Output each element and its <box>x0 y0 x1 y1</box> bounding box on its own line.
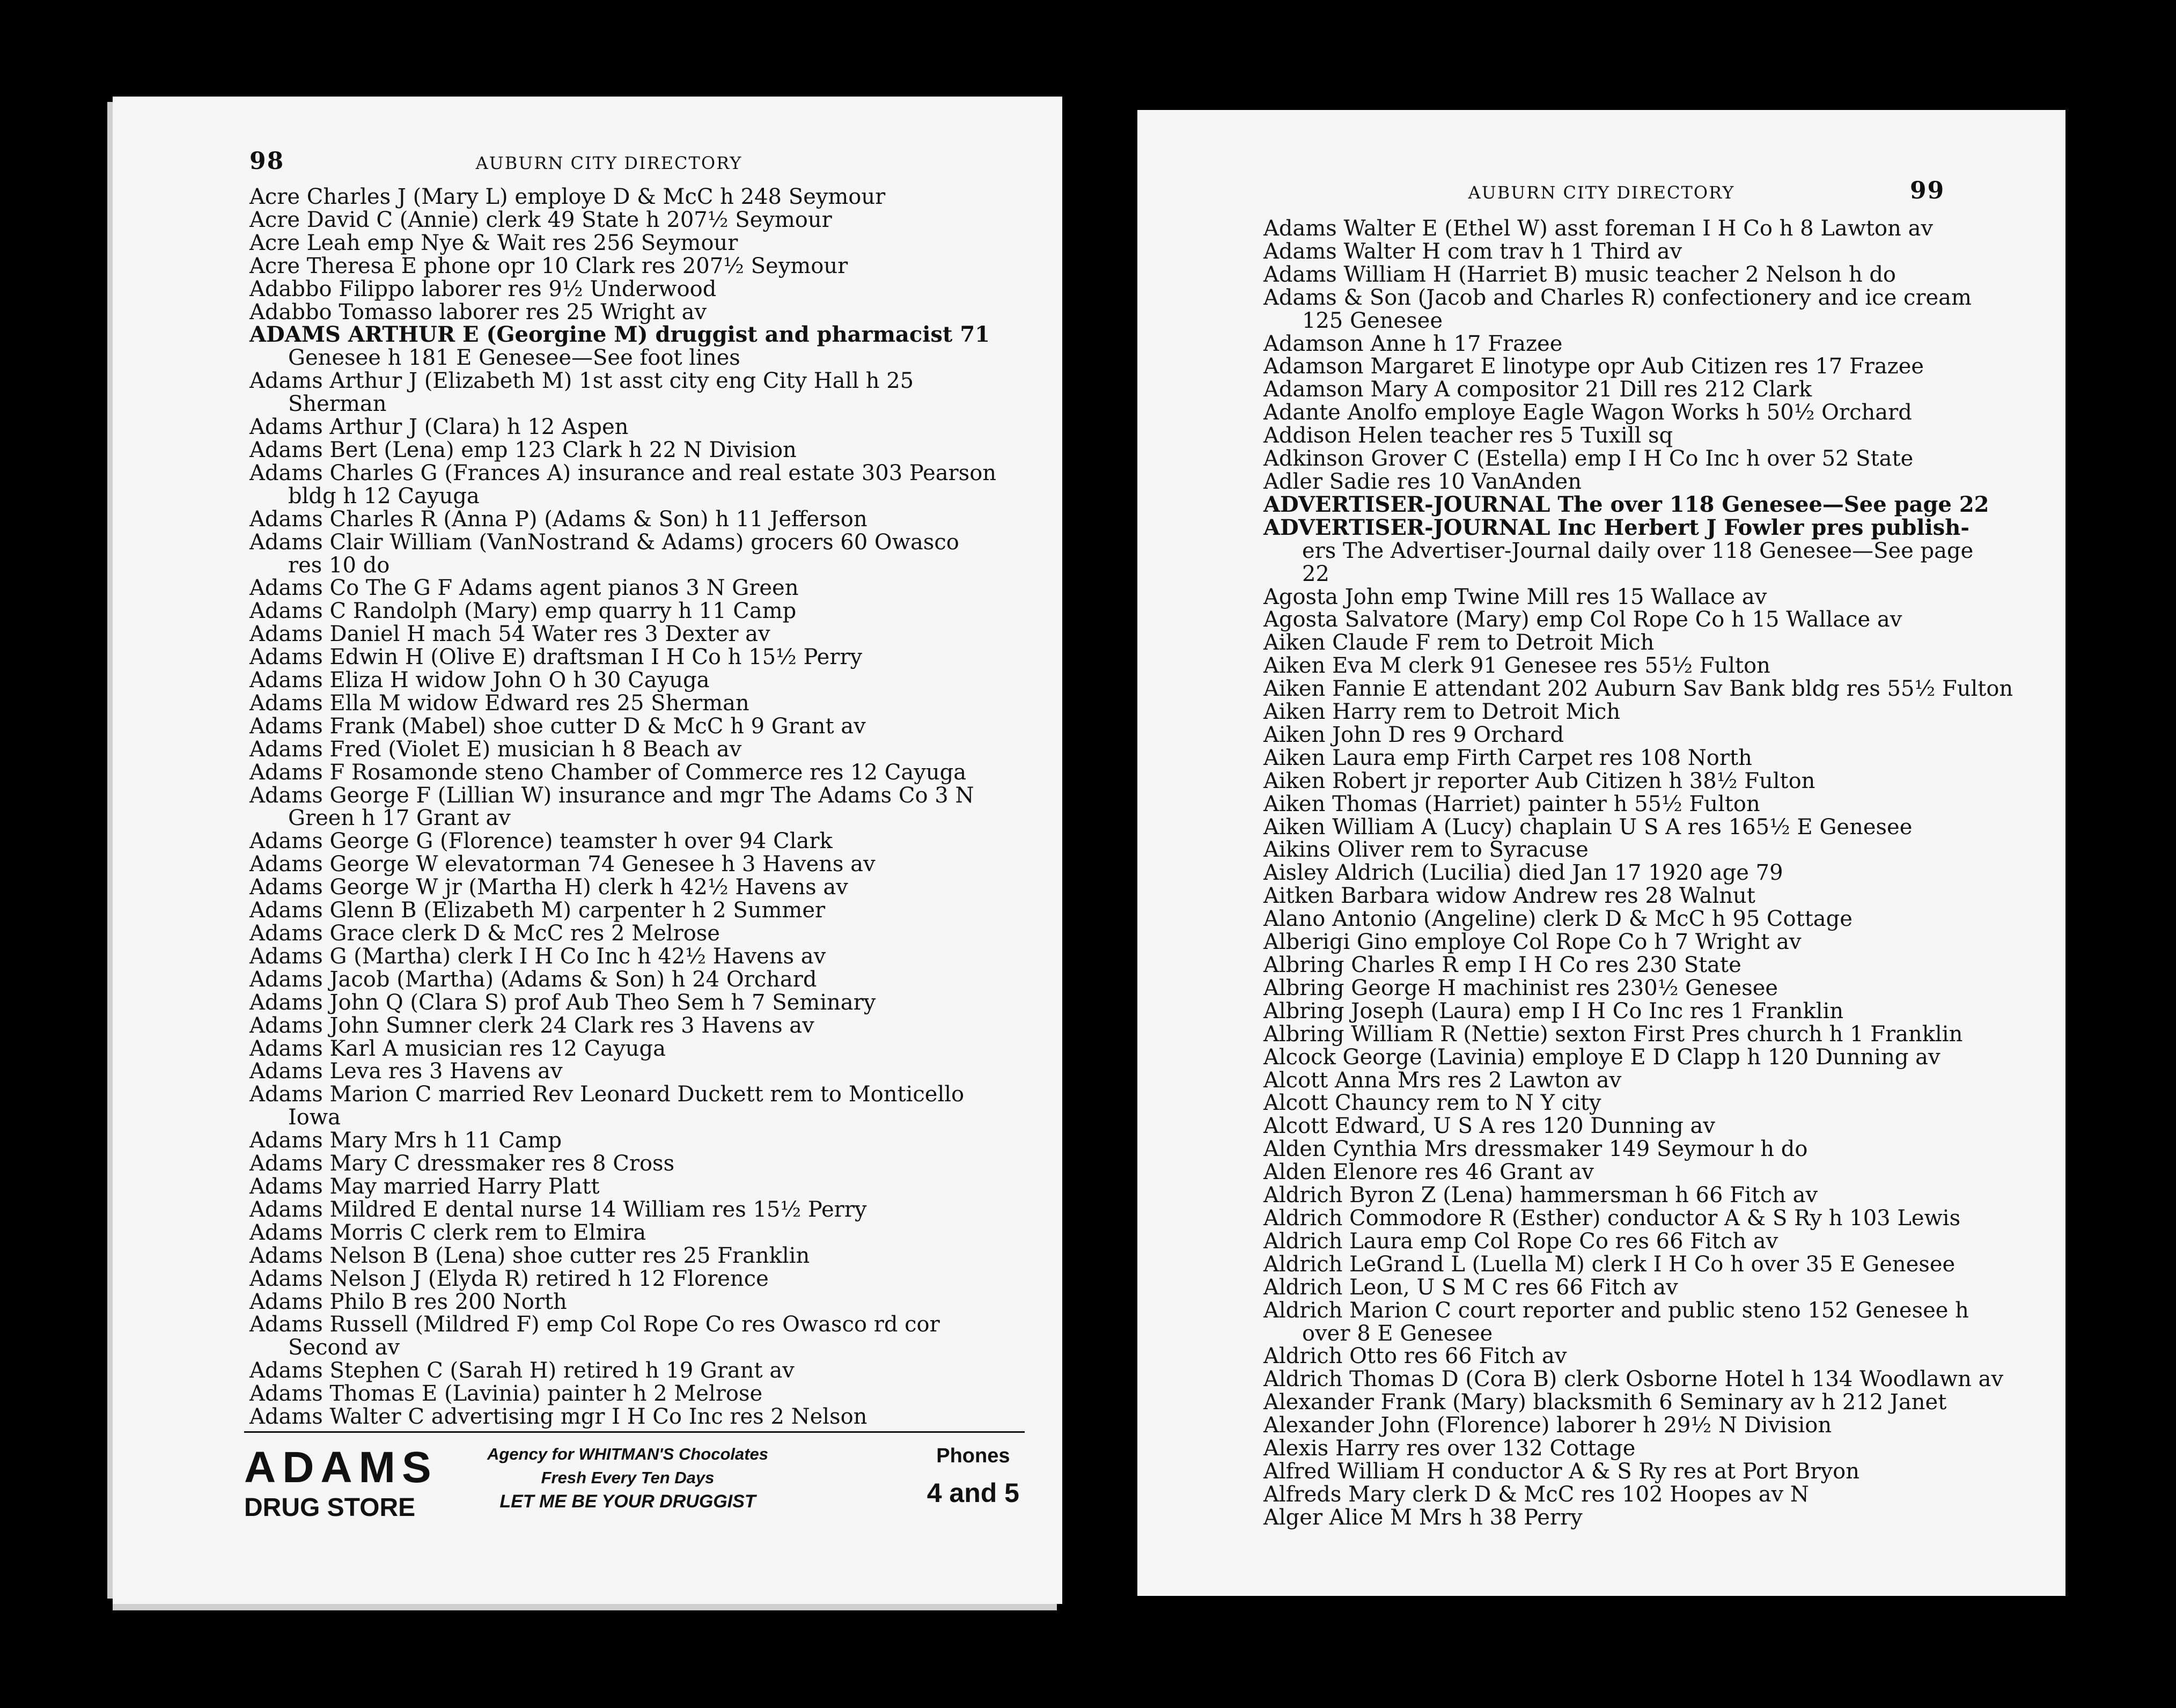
directory-entries <box>249 186 1054 1429</box>
phones-label: Phones <box>936 1445 1010 1467</box>
directory-entry: Acre Theresa E phone opr 10 Clark res 207½ Seymour <box>249 253 848 278</box>
directory-entry: Albring William R (Nettie) sexton First Pres church h 1 Franklin <box>1263 1021 1963 1047</box>
directory-entry: Adams Mary Mrs h 11 Camp <box>249 1128 562 1153</box>
directory-entry: Alfreds Mary clerk D & McC res 102 Hoopes av N <box>1263 1482 1809 1507</box>
directory-entry: Agosta Salvatore (Mary) emp Col Rope Co h 15 Wallace av <box>1263 607 1902 632</box>
directory-entry: Acre David C (Annie) clerk 49 State h 207½ Seymour <box>249 207 832 232</box>
directory-entry: Aldrich Laura emp Col Rope Co res 66 Fitch av <box>1263 1228 1778 1254</box>
directory-entry: Aldrich LeGrand L (Luella M) clerk I H Co h over 35 E Genesee <box>1263 1251 1956 1277</box>
directory-entry: Alcott Anna Mrs res 2 Lawton av <box>1263 1068 1622 1093</box>
running-head: AUBURN CITY DIRECTORY <box>475 153 743 173</box>
directory-entry: Aiken Claude F rem to Detroit Mich <box>1263 630 1655 656</box>
entry-continuation: ers The Advertiser-Journal daily over 118 Genesee—See page <box>1302 538 1974 563</box>
directory-entry: Aiken John D res 9 Orchard <box>1263 722 1564 747</box>
directory-entry: Alden Elenore res 46 Grant av <box>1263 1160 1594 1185</box>
directory-entry: Adams George F (Lillian W) insurance and mgr The Adams Co 3 N <box>249 783 974 808</box>
ad-name: ADAMS <box>244 1443 438 1492</box>
directory-entry: Adams Ella M widow Edward res 25 Sherman <box>249 690 749 716</box>
directory-entry: Aldrich Marion C court reporter and public steno 152 Genesee h <box>1263 1298 1969 1323</box>
directory-entry: Adams Arthur J (Elizabeth M) 1st asst city eng City Hall h 25 <box>249 369 914 394</box>
directory-entry: Adams & Son (Jacob and Charles R) confectionery and ice cream <box>1263 285 1972 310</box>
directory-entry: Aldrich Leon, U S M C res 66 Fitch av <box>1263 1275 1678 1300</box>
directory-entry: Adams Clair William (VanNostrand & Adams) grocers 60 Owasco <box>249 529 959 555</box>
directory-entry: Adkinson Grover C (Estella) emp I H Co Inc h over 52 State <box>1263 446 1914 472</box>
directory-entry: Adamson Mary A compositor 21 Dill res 212 Clark <box>1263 377 1812 402</box>
directory-entry: Adams Stephen C (Sarah H) retired h 19 Grant av <box>249 1358 795 1383</box>
right-page <box>1137 110 2065 1596</box>
directory-entries <box>1263 217 2057 1529</box>
entry-continuation: bldg h 12 Cayuga <box>288 483 480 509</box>
directory-entry: Adams Leva res 3 Havens av <box>249 1059 563 1084</box>
directory-entry: Adams Marion C married Rev Leonard Duckett rem to Monticello <box>249 1082 965 1107</box>
directory-entry: Adams George G (Florence) teamster h over 94 Clark <box>249 829 833 854</box>
directory-entry: Albring Charles R emp I H Co res 230 State <box>1263 953 1741 977</box>
directory-entry: Adams Karl A musician res 12 Cayuga <box>249 1036 666 1061</box>
directory-entry: Adabbo Tomasso laborer res 25 Wright av <box>249 299 707 325</box>
directory-entry: Adams Glenn B (Elizabeth M) carpenter h 2 Summer <box>249 898 826 923</box>
directory-entry: Alberigi Gino employe Col Rope Co h 7 Wright av <box>1263 930 1802 955</box>
ad-line: Agency for WHITMAN'S Chocolates <box>487 1445 769 1463</box>
directory-entry: Adams Co The G F Adams agent pianos 3 N Green <box>249 576 799 601</box>
directory-entry: Albring Joseph (Laura) emp I H Co Inc res 1 Franklin <box>1263 998 1844 1024</box>
ad-subtitle: DRUG STORE <box>244 1493 416 1522</box>
directory-entry: Adamson Anne h 17 Frazee <box>1263 331 1563 356</box>
directory-entry: Adams Walter H com trav h 1 Third av <box>1263 239 1682 264</box>
directory-entry: Aiken Laura emp Firth Carpet res 108 North <box>1263 745 1752 770</box>
directory-entry: Alexis Harry res over 132 Cottage <box>1263 1436 1636 1461</box>
directory-entry: Adams Fred (Violet E) musician h 8 Beach av <box>249 737 742 762</box>
ad-line: Fresh Every Ten Days <box>541 1468 715 1487</box>
directory-entry: Adams Philo B res 200 North <box>249 1289 567 1314</box>
directory-entry: Aitken Barbara widow Andrew res 28 Walnut <box>1263 884 1755 909</box>
directory-entry: Adams Edwin H (Olive E) draftsman I H Co h 15½ Perry <box>249 645 863 670</box>
page-number: 98 <box>249 148 285 175</box>
directory-entry: Albring George H machinist res 230½ Genesee <box>1263 975 1778 1000</box>
page-edge <box>113 1604 1057 1610</box>
directory-entry: Alcott Edward, U S A res 120 Dunning av <box>1263 1114 1715 1139</box>
directory-entry: Adams Walter E (Ethel W) asst foreman I H Co h 8 Lawton av <box>1263 216 1934 241</box>
directory-entry: Adabbo Filippo laborer res 9½ Underwood <box>249 276 717 301</box>
directory-entry: Aikins Oliver rem to Syracuse <box>1263 837 1589 863</box>
ad-phones <box>927 1445 1019 1508</box>
directory-entry: Adams May married Harry Platt <box>249 1174 600 1199</box>
left-page <box>113 97 1062 1604</box>
directory-entry: Acre Charles J (Mary L) employe D & McC h 248 Seymour <box>249 185 886 209</box>
directory-entry: Adams Nelson B (Lena) shoe cutter res 25 Franklin <box>249 1243 810 1268</box>
directory-entry: Adams George W elevatorman 74 Genesee h 3 Havens av <box>249 852 876 877</box>
directory-entry: Alcott Chauncy rem to N Y city <box>1263 1091 1601 1116</box>
ad-tagline <box>459 1442 797 1513</box>
directory-entry: Adams Russell (Mildred F) emp Col Rope Co res Owasco rd cor <box>249 1312 940 1337</box>
directory-entry: Adams Morris C clerk rem to Elmira <box>249 1220 646 1245</box>
entry-continuation: res 10 do <box>288 553 390 578</box>
directory-entry: Alden Cynthia Mrs dressmaker 149 Seymour h do <box>1263 1137 1808 1162</box>
directory-entry: Adams Mary C dressmaker res 8 Cross <box>249 1151 675 1176</box>
entry-continuation: 22 <box>1302 561 1329 586</box>
entry-continuation: over 8 E Genesee <box>1302 1321 1493 1346</box>
page-edge <box>107 102 113 1599</box>
directory-entry: Adams John Q (Clara S) prof Aub Theo Sem h 7 Seminary <box>249 990 876 1015</box>
directory-entry: ADVERTISER-JOURNAL The over 118 Genesee—See page 22 <box>1263 491 1989 517</box>
directory-entry: Adams Jacob (Martha) (Adams & Son) h 24 Orchard <box>249 967 817 992</box>
directory-entry: Aiken Thomas (Harriet) painter h 55½ Fulton <box>1263 791 1760 816</box>
directory-entry: Alcock George (Lavinia) employe E D Clapp h 120 Dunning av <box>1263 1044 1940 1070</box>
directory-entry: Adams G (Martha) clerk I H Co Inc h 42½ Havens av <box>249 944 826 969</box>
directory-entry: Adams Grace clerk D & McC res 2 Melrose <box>249 921 720 946</box>
directory-entry: Alexander John (Florence) laborer h 29½ N Division <box>1263 1413 1832 1438</box>
directory-entry: Adams William H (Harriet B) music teacher 2 Nelson h do <box>1263 262 1896 287</box>
directory-entry: Adams Frank (Mabel) shoe cutter D & McC h 9 Grant av <box>249 713 866 739</box>
directory-entry: ADAMS ARTHUR E (Georgine M) druggist and pharmacist 71 <box>249 322 990 348</box>
directory-entry: Aldrich Otto res 66 Fitch av <box>1263 1344 1567 1369</box>
directory-entry: Adams C Randolph (Mary) emp quarry h 11 Camp <box>249 599 797 624</box>
directory-entry: Adams Eliza H widow John O h 30 Cayuga <box>249 668 710 693</box>
directory-entry: Adams John Sumner clerk 24 Clark res 3 Havens av <box>249 1013 814 1038</box>
directory-entry: Addison Helen teacher res 5 Tuxill sq <box>1263 423 1673 448</box>
directory-entry: Alexander Frank (Mary) blacksmith 6 Seminary av h 212 Janet <box>1263 1390 1947 1415</box>
directory-entry: Adams F Rosamonde steno Chamber of Commerce res 12 Cayuga <box>249 760 967 785</box>
entry-continuation: Sherman <box>288 392 387 417</box>
entry-continuation: Green h 17 Grant av <box>288 806 511 831</box>
page-header <box>1137 177 2065 220</box>
directory-entry: Alano Antonio (Angeline) clerk D & McC h 95 Cottage <box>1263 907 1852 932</box>
page-number: 99 <box>1910 177 1945 204</box>
directory-entry: Aldrich Thomas D (Cora B) clerk Osborne Hotel h 134 Woodlawn av <box>1263 1367 2004 1392</box>
ad-line: LET ME BE YOUR DRUGGIST <box>499 1491 756 1512</box>
directory-entry: Adler Sadie res 10 VanAnden <box>1263 469 1582 494</box>
entry-continuation: Genesee h 181 E Genesee—See foot lines <box>288 345 740 371</box>
directory-entry: Aisley Aldrich (Lucilia) died Jan 17 1920 age 79 <box>1263 860 1783 886</box>
directory-entry: ADVERTISER-JOURNAL Inc Herbert J Fowler pres publish- <box>1263 514 1969 540</box>
directory-entry: Adams Bert (Lena) emp 123 Clark h 22 N Division <box>249 437 797 462</box>
directory-entry: Adante Anolfo employe Eagle Wagon Works h 50½ Orchard <box>1263 400 1912 425</box>
directory-entry: Aldrich Commodore R (Esther) conductor A & S Ry h 103 Lewis <box>1263 1205 1961 1231</box>
directory-entry: Aiken Eva M clerk 91 Genesee res 55½ Fulton <box>1263 653 1770 679</box>
entry-continuation: Iowa <box>288 1105 341 1130</box>
directory-entry: Alger Alice M Mrs h 38 Perry <box>1263 1505 1583 1530</box>
directory-entry: Adams Daniel H mach 54 Water res 3 Dexter av <box>249 622 770 647</box>
entry-continuation: 125 Genesee <box>1302 308 1443 333</box>
directory-entry: Adams Arthur J (Clara) h 12 Aspen <box>249 415 629 440</box>
directory-entry: Alfred William H conductor A & S Ry res at Port Bryon <box>1263 1459 1859 1484</box>
directory-entry: Aldrich Byron Z (Lena) hammersman h 66 Fitch av <box>1263 1183 1818 1208</box>
directory-entry: Aiken Robert jr reporter Aub Citizen h 38½ Fulton <box>1263 768 1815 793</box>
directory-entry: Adams Thomas E (Lavinia) painter h 2 Melrose <box>249 1381 763 1407</box>
directory-entry: Adams Walter C advertising mgr I H Co Inc res 2 Nelson <box>249 1404 868 1430</box>
directory-entry: Acre Leah emp Nye & Wait res 256 Seymour <box>249 230 738 255</box>
directory-entry: Aiken Harry rem to Detroit Mich <box>1263 700 1621 725</box>
directory-entry: Aiken William A (Lucy) chaplain U S A res 165½ E Genesee <box>1263 814 1913 840</box>
directory-entry: Adams Charles G (Frances A) insurance and real estate 303 Pearson <box>249 460 997 485</box>
directory-entry: Adams Charles R (Anna P) (Adams & Son) h 11 Jefferson <box>249 506 868 532</box>
directory-entry: Aiken Fannie E attendant 202 Auburn Sav Bank bldg res 55½ Fulton <box>1263 676 2013 702</box>
directory-entry: Adams George W jr (Martha H) clerk h 42½ Havens av <box>249 875 848 900</box>
phone-numbers: 4 and 5 <box>927 1478 1019 1508</box>
entry-continuation: Second av <box>288 1335 400 1360</box>
directory-entry: Adamson Margaret E linotype opr Aub Citizen res 17 Frazee <box>1263 354 1924 379</box>
advertisement <box>244 1431 1025 1524</box>
directory-entry: Agosta John emp Twine Mill res 15 Wallace av <box>1263 584 1767 609</box>
directory-entry: Adams Nelson J (Elyda R) retired h 12 Florence <box>249 1266 769 1291</box>
directory-entry: Adams Mildred E dental nurse 14 William res 15½ Perry <box>249 1197 867 1222</box>
running-head: AUBURN CITY DIRECTORY <box>1468 182 1735 203</box>
